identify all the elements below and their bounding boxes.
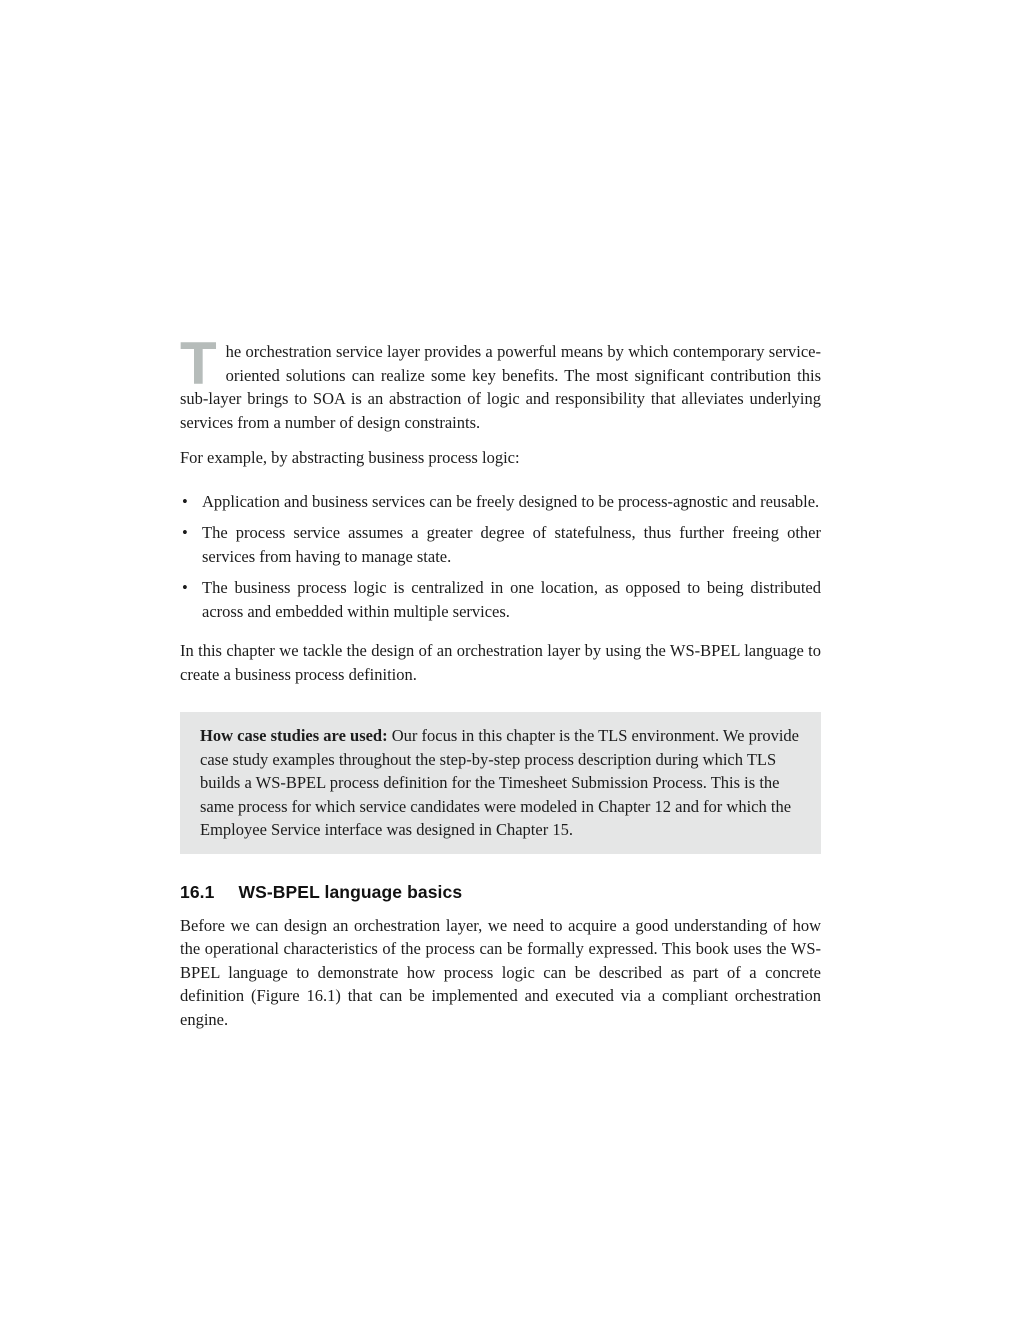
intro-paragraph bbox=[180, 330, 821, 434]
bullet-icon: • bbox=[182, 491, 188, 511]
bullet-item bbox=[180, 521, 821, 568]
bullet-item bbox=[180, 576, 821, 623]
bullet-icon: • bbox=[182, 523, 188, 542]
case-study-box bbox=[180, 712, 821, 854]
case-study-body: Our focus in this chapter is the TLS environment. We provide case study examples throughout the step-by-step process description during which TLS builds a WS-BPEL process definition for the Timesheet Submission Process. This is the same process for which service candidates were modeled in Chapter 12 and for which the Employee Service interface was designed in Chapter 15. bbox=[200, 726, 800, 839]
case-study-label: How case studies are used: bbox=[200, 726, 388, 745]
chapter-paragraph: In this chapter we tackle the design of an orchestration layer by using the WS-BPEL language to create a business process definition. bbox=[180, 641, 821, 684]
case-study-text bbox=[200, 724, 801, 842]
page-content bbox=[180, 330, 821, 1031]
bullet-list bbox=[180, 490, 821, 624]
bullet-item bbox=[180, 490, 821, 514]
bullet-icon: • bbox=[182, 578, 188, 597]
section-paragraph: Before we can design an orchestration layer, we need to acquire a good understanding of how the operational characteristics of the process can be formally expressed. This book uses the WS-BPEL language to demonstrate how process logic can be described as part of a concrete definition (Figure 16.1) that can be implemented and executed via a compliant orchestration engine. bbox=[180, 915, 821, 1029]
bullet-text: The process service assumes a greater degree of statefulness, thus further freeing other services from having to manage state. bbox=[202, 523, 821, 566]
bullet-text: Application and business services can be freely designed to be process-agnostic and reusable. bbox=[202, 491, 820, 511]
bullet-text: The business process logic is centralized in one location, as opposed to being distributed across and embedded within multiple services. bbox=[202, 578, 821, 621]
section-title: WS-BPEL language basics bbox=[238, 881, 463, 902]
example-lead: For example, by abstracting business process logic: bbox=[180, 448, 520, 467]
intro-text: he orchestration service layer provides a powerful means by which contemporary service-oriented solutions can realize some key benefits. The most significant contribution this sub-layer brings to SOA is an abstraction of logic and responsibility that alleviates underlying services from a number of design constraints. bbox=[180, 342, 821, 432]
section-number: 16.1 bbox=[180, 881, 215, 902]
section-heading bbox=[180, 882, 821, 903]
dropcap-letter: T bbox=[180, 330, 217, 397]
